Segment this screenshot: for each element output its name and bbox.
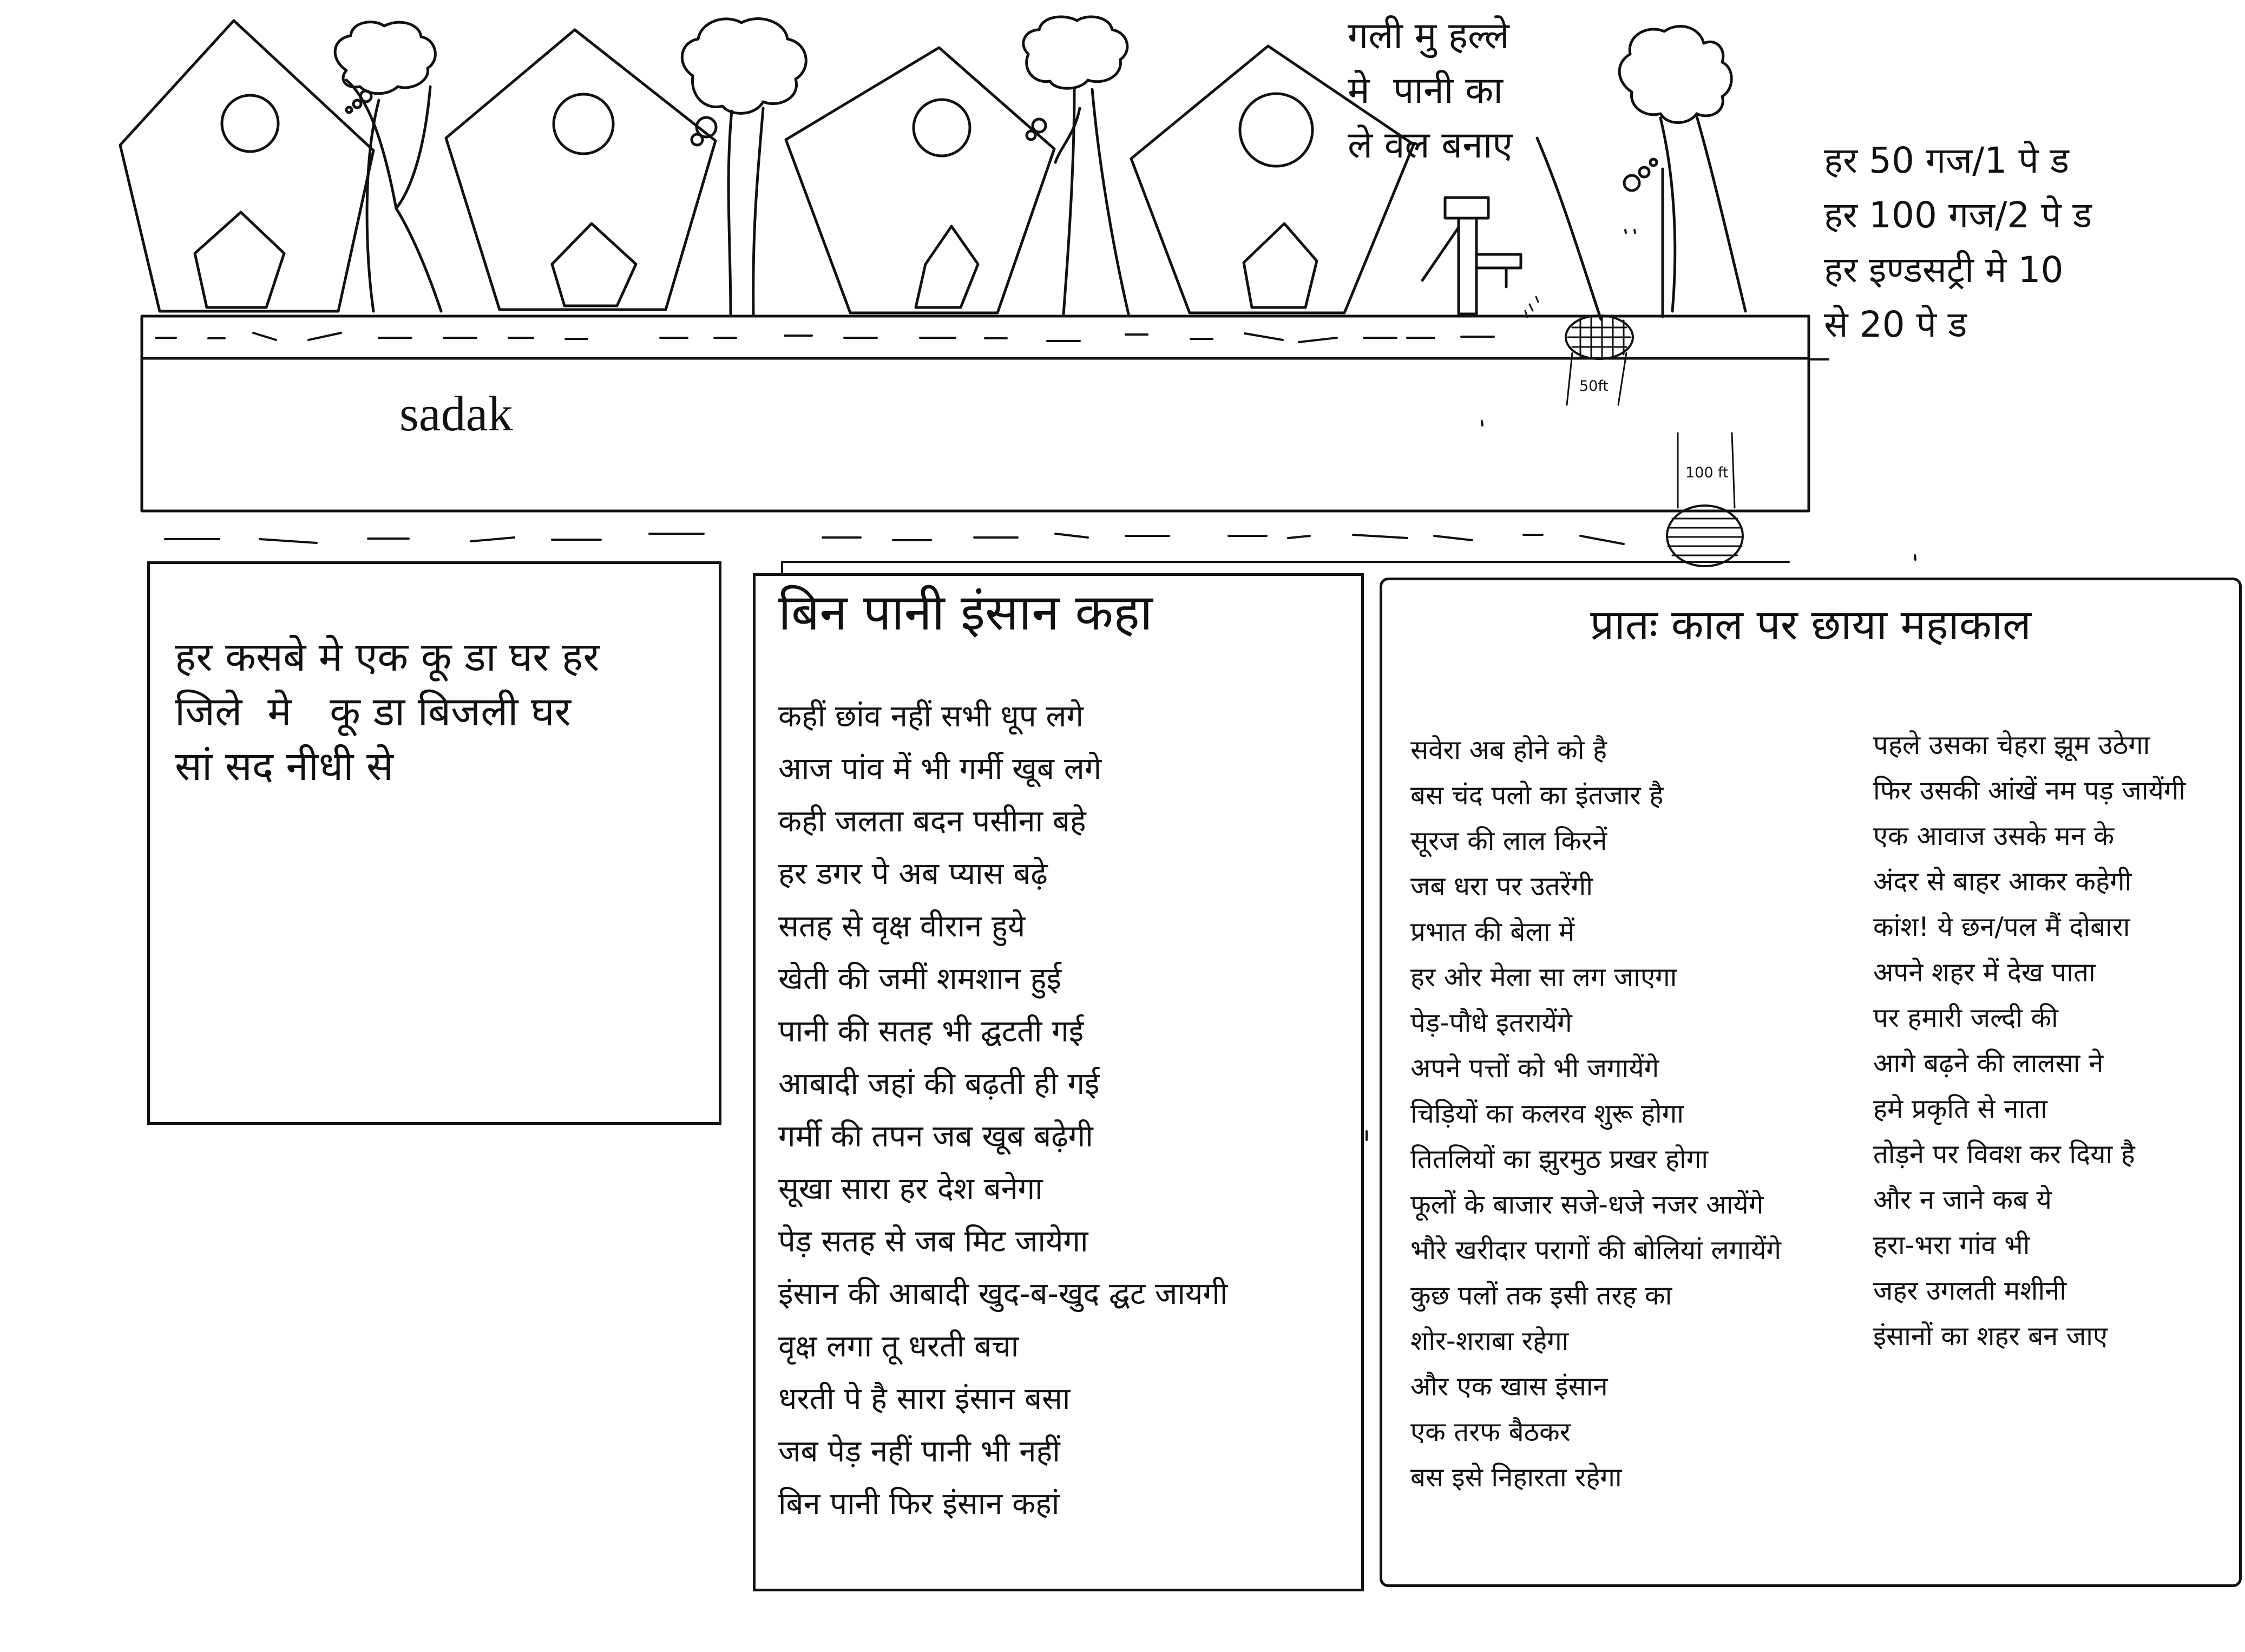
poem-line: फूलों के बाजार सजे-धजे नजर आयेंगे xyxy=(1410,1189,1764,1220)
poem-line: सूखा सारा हर देश बनेगा xyxy=(778,1171,1043,1207)
distance-mark-100ft: 100 ft xyxy=(1685,464,1729,481)
waste-plan-box xyxy=(147,561,721,1125)
poem-line: अंदर से बाहर आकर कहेगी xyxy=(1873,866,2132,897)
tree-icon xyxy=(1023,17,1128,314)
poem-line: कही जलता बदन पसीना बहे xyxy=(778,804,1086,839)
tap-note xyxy=(1348,9,1513,173)
manhole-icon xyxy=(1667,433,1743,566)
poem-column-right xyxy=(1873,732,2185,1368)
house-icon xyxy=(786,48,1054,313)
poem-line: आज पांव में भी गर्मी खूब लगे xyxy=(778,751,1102,786)
poem-line: खेती की जमीं शमशान हुई xyxy=(778,961,1061,997)
tree-icon xyxy=(335,22,441,311)
tree-icon xyxy=(682,19,806,314)
tree-rule-line: हर 100 गज/2 पे ड xyxy=(1824,194,2092,236)
tree-rule-line: हर 50 गज/1 पे ड xyxy=(1824,140,2070,181)
poem-title: प्रातः काल पर छाया महाकाल xyxy=(1590,601,2031,650)
waste-plan-line: सां सद नीधी से xyxy=(175,743,394,790)
poem-line: भौरे खरीदार परागों की बोलियां लगायेंगे xyxy=(1410,1235,1781,1266)
poem-line: अपने पत्तों को भी जगायेंगे xyxy=(1410,1053,1659,1084)
poem-line: सवेरा अब होने को है xyxy=(1410,735,1607,765)
tap-note-line: मे पानी का xyxy=(1348,69,1503,112)
poem-line: और एक खास इंसान xyxy=(1410,1371,1608,1402)
tap-pointer-line xyxy=(1537,138,1601,319)
poem-line: बस इसे निहारता रहेगा xyxy=(1410,1462,1622,1493)
house-icon xyxy=(120,21,373,311)
poem-line: बिन पानी फिर इंसान कहां xyxy=(778,1486,1060,1522)
poem-line: जब पेड़ नहीं पानी भी नहीं xyxy=(778,1434,1060,1469)
tap-note-line: ले वल बनाए xyxy=(1348,124,1513,167)
poem-line: हर डगर पे अब प्यास बढ़े xyxy=(778,856,1048,891)
poem-line: प्रभात की बेला में xyxy=(1410,916,1575,947)
dashed-line-below-road xyxy=(165,534,1624,544)
poem-box-dawn xyxy=(1380,578,2242,1587)
poem-line: चिड़ियों का कलरव शुरू होगा xyxy=(1410,1098,1684,1129)
distance-mark-50ft: 50ft xyxy=(1579,378,1609,395)
poem-line: अपने शहर में देख पाता xyxy=(1873,957,2096,988)
poem-line: पेड़ सतह से जब मिट जायेगा xyxy=(778,1224,1088,1259)
poem-line: सतह से वृक्ष वीरान हुये xyxy=(778,909,1026,944)
waste-plan-text xyxy=(175,630,599,794)
poem-line: तोड़ने पर विवश कर दिया है xyxy=(1873,1139,2135,1170)
poem-line: पेड़-पौधे इतरायेंगे xyxy=(1410,1007,1572,1038)
poem-line: पहले उसका चेहरा झूम उठेगा xyxy=(1873,730,2150,761)
poem-line: और न जाने कब ये xyxy=(1873,1184,2052,1215)
poem-line: फिर उसकी आंखें नम पड़ जायेंगी xyxy=(1873,775,2186,806)
poem-line: तितलियों का झुरमुठ प्रखर होगा xyxy=(1410,1144,1709,1175)
poem-line: हमे प्रकृति से नाता xyxy=(1873,1093,2047,1124)
poem-box-water xyxy=(753,573,1364,1591)
poem-line: पानी की सतह भी द्घटती गई xyxy=(778,1014,1084,1049)
road xyxy=(142,316,1809,511)
house-icon xyxy=(446,30,715,310)
poem-line: आबादी जहां की बढ़ती ही गई xyxy=(778,1066,1100,1102)
poem-line: बस चंद पलो का इंतजार है xyxy=(1410,780,1664,811)
tree-icon xyxy=(1619,27,1745,311)
road-label: sadak xyxy=(399,386,513,441)
poem-line: कांश! ये छन/पल मैं दोबारा xyxy=(1873,912,2130,942)
poem-line: आगे बढ़ने की लालसा ने xyxy=(1873,1048,2104,1079)
tap-note-line: गली मु हल्ले xyxy=(1348,15,1509,57)
hand-pump-icon xyxy=(1422,198,1538,317)
poem-line: वृक्ष लगा तू धरती बचा xyxy=(778,1329,1019,1364)
poem-line: सूरज की लाल किरनें xyxy=(1410,825,1607,856)
tree-rules-note xyxy=(1824,133,2092,352)
tree-rule-line: हर इण्डसट्री मे 10 xyxy=(1824,249,2064,291)
poem-lines xyxy=(778,699,1228,1542)
poem-column-left xyxy=(1410,737,1781,1510)
poem-line: एक तरफ बैठकर xyxy=(1410,1417,1571,1447)
poem-title: बिन पानी इंसान कहा xyxy=(778,584,1153,641)
poem-line: एक आवाज उसके मन के xyxy=(1873,821,2115,851)
poem-line: इंसानों का शहर बन जाए xyxy=(1873,1321,2108,1352)
poem-line: गर्मी की तपन जब खूब बढ़ेगी xyxy=(778,1119,1093,1154)
poem-line: शोर-शराबा रहेगा xyxy=(1410,1326,1569,1356)
poem-line: हर ओर मेला सा लग जाएगा xyxy=(1410,962,1677,993)
poem-line: पर हमारी जल्दी की xyxy=(1873,1002,2058,1033)
waste-plan-line: जिले मे कू डा बिजली घर xyxy=(175,689,571,735)
poem-line: जहर उगलती मशीनी xyxy=(1873,1275,2067,1306)
tree-rule-line: से 20 पे ड xyxy=(1824,304,1967,345)
poem-line: जब धरा पर उतरेंगी xyxy=(1410,871,1593,902)
poem-line: कहीं छांव नहीं सभी धूप लगे xyxy=(778,699,1084,734)
waste-plan-line: हर कसबे मे एक कू डा घर हर xyxy=(175,634,600,680)
poem-line: धरती पे है सारा इंसान बसा xyxy=(778,1381,1071,1417)
poem-line: हरा-भरा गांव भी xyxy=(1873,1230,2030,1261)
poem-line: इंसान की आबादी खुद-ब-खुद द्घट जायगी xyxy=(778,1276,1228,1312)
poem-line: कुछ पलों तक इसी तरह का xyxy=(1410,1280,1672,1311)
